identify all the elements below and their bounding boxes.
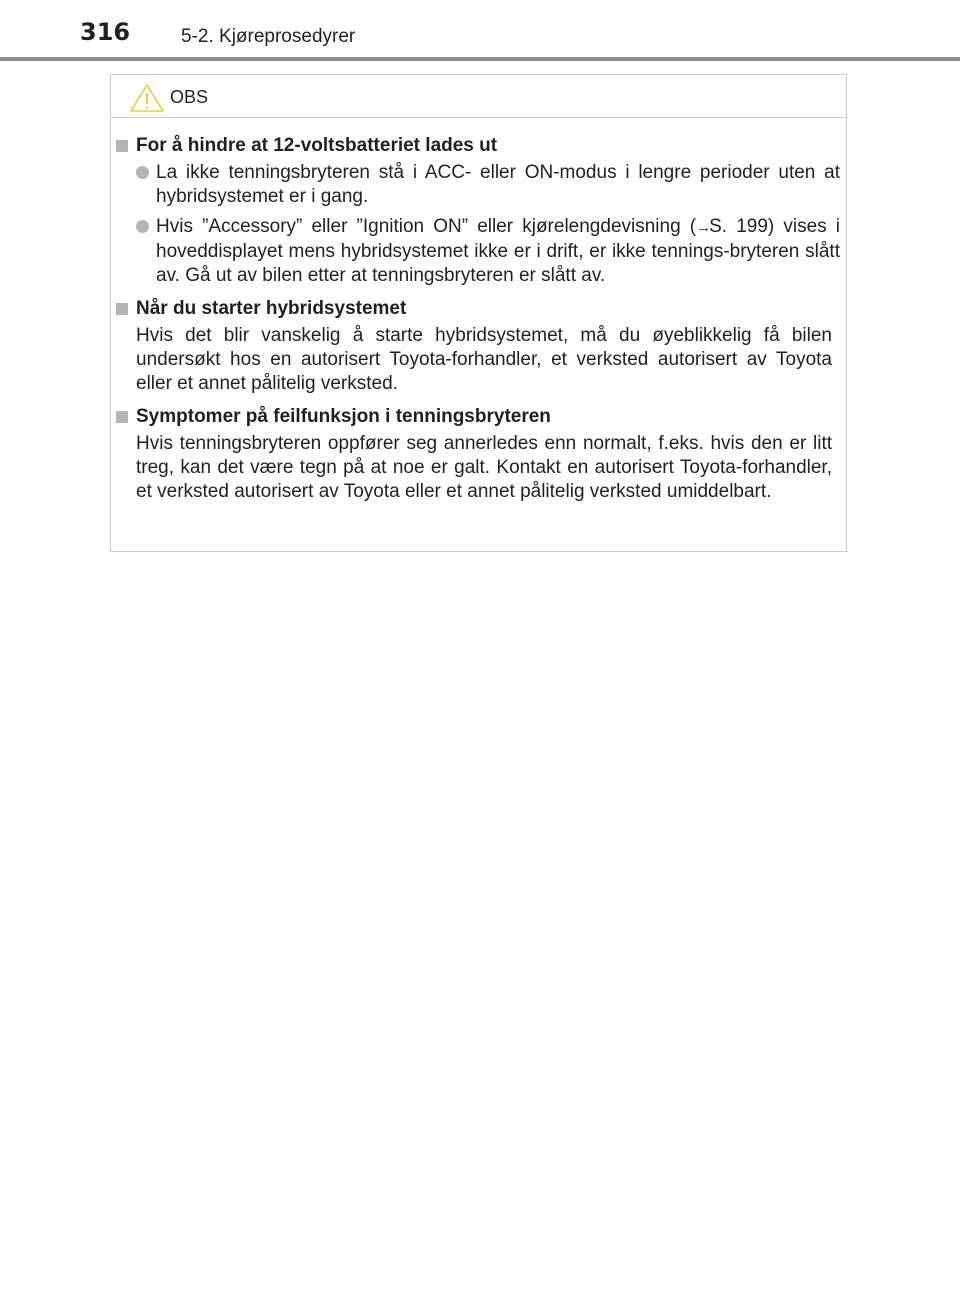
page-number: 316 bbox=[80, 18, 131, 46]
warning-triangle-icon bbox=[129, 83, 165, 113]
bullet-text bbox=[156, 215, 840, 288]
section-heading: Symptomer på feilfunksjon i tenningsbryteren bbox=[136, 406, 551, 427]
obs-label: OBS bbox=[170, 87, 209, 107]
bullet-text-after: S. 199) vises i hoveddisplayet mens hybridsystemet ikke er i drift, er ikke tennings-bryteren slått av. Gå ut av bilen etter at tenningsbryteren er slått av. bbox=[156, 216, 840, 286]
section-title: 5-2. Kjøreprosedyrer bbox=[181, 26, 356, 47]
section-text: Hvis tenningsbryteren oppfører seg annerledes enn normalt, f.eks. hvis den er litt treg, kan det være tegn på at noe er galt. Kontakt en autorisert Toyota-forhandler, et verksted autorisert av Toyota eller et annet pålitelig verksted umiddelbart. bbox=[136, 433, 832, 502]
section-heading: For å hindre at 12-voltsbatteriet lades ut bbox=[136, 135, 498, 156]
header-rule bbox=[0, 57, 960, 61]
page-header bbox=[0, 0, 960, 60]
section-heading: Når du starter hybridsystemet bbox=[136, 298, 407, 319]
bullet-text-before: Hvis ”Accessory” eller ”Ignition ON” eller kjørelengdevisning ( bbox=[156, 216, 697, 237]
reference-arrow-icon: → bbox=[696, 219, 710, 236]
obs-header bbox=[111, 75, 846, 118]
bullet-text: La ikke tenningsbryteren stå i ACC- eller ON-modus i lengre perioder uten at hybridsystemet er i gang. bbox=[156, 162, 840, 207]
square-bullet-icon bbox=[116, 140, 128, 152]
round-bullet-icon bbox=[136, 220, 149, 233]
section-text: Hvis det blir vanskelig å starte hybridsystemet, må du øyeblikkelig få bilen undersøkt hos en autorisert Toyota-forhandler, et verksted autorisert av Toyota eller et annet pålitelig verksted. bbox=[136, 325, 832, 394]
round-bullet-icon bbox=[136, 166, 149, 179]
square-bullet-icon bbox=[116, 411, 128, 423]
square-bullet-icon bbox=[116, 303, 128, 315]
obs-caution-box bbox=[110, 74, 847, 552]
